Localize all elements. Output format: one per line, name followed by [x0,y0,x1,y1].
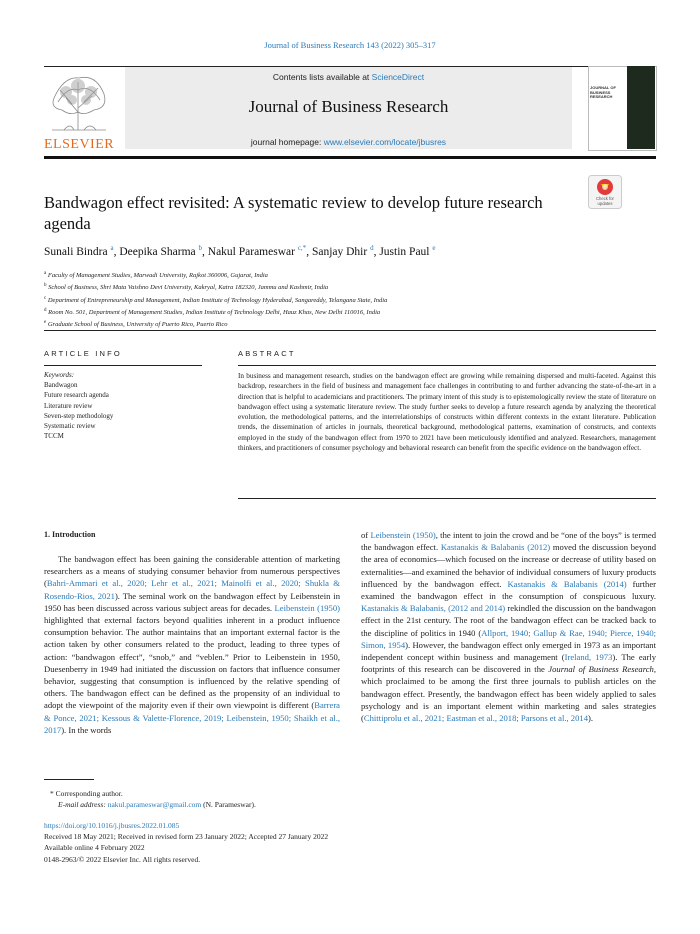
journal-name: Journal of Business Research [248,97,449,116]
section-divider [44,330,656,331]
affiliation-item: $^b$ School of Business, Shri Mata Vaishno Devi University, Kakryal, Katra 182320, Jammu and Kashmir, India [44,283,329,292]
affiliation-marker[interactable]: e [432,244,436,252]
abstract-bottom-rule [238,498,656,499]
citation-link[interactable]: Kastanakis & Balabanis, (2012 and 2014) [361,603,506,614]
affiliation-item: $^d$ Room No. 501, Department of Management Studies, Indian Institute of Technology Delhi, Hauz Khas, New Delhi 110016, India [44,308,381,317]
abstract-heading: ABSTRACT [238,349,296,358]
keyword: Literature review [44,401,93,410]
citation-link[interactable]: Kastanakis & Balabanis (2012) [440,542,551,553]
affiliation-item: $^c$ Department of Entrepreneurship and Management, Indian Institute of Technology Hyderabad, Sangareddy, Telangana State, India [44,295,388,304]
body-paragraph: The bandwagon effect has been gaining the considerable attention of marketing researchers as a means of studying consumer behavior from numerous perspectives (Bahri-Ammari et al., 2020; Lehr et al., 2021; Mainolfi et al., 2020; Shukla & Rosendo-Rios, 2021). The seminal work on the bandwagon effect by Leibenstein in 1950 has been discussed across various subject areas for decades. Leibenstein (1950) highlighted that external factors beyond qualities inherent in a product influence consumption behavior. The author maintains that an important external factor is the action taken by other consumers related to the product, leading to three types of action: “bandwagon effect”, “snob,” and “veblen.” Prior to Leibenstein in 1950, Duesenberry in 1949 had initiated the discussion on factors that influence consumer behavior, suggesting that consumption is influenced by the relative spending of others. The bandwagon effect can be defined as the propensity of an individual to adopt the viewpoint of the majority even if their own viewpoint is different (Barrera & Ponce, 2021; Kessous & Valette-Florence, 2019; Leibenstein, 1950; Shaikh et al., 2017). In the words [44,554,340,735]
keyword: Future research agenda [44,391,109,400]
citation-link[interactable]: Bahri-Ammari et al., 2020; Lehr et al., 2021; Mainolfi et al., 2020; Shukla & Rosendo-Rios, 2021 [44,578,340,601]
abstract-text: In business and management research, studies on the bandwagon effect are growing while remaining dispersed and multi-faceted. Against this backdrop, researchers in the field of business and management face challenges in contributing to and further advancing the state-of-the-art in a direction that is helpful to academicians and practitioners. The primary intent of this study is to epistemologically review the state of literature on bandwagon effect using a systematic literature review. The study further seeks to develop a future research agenda by analyzing the theoretical evolution, the methodological patterns, and the interrelationships of constructs within different contexts in the extant literature. Publication trends, the dissemination of articles in journals, theoretical background, methodological patterns, examination of constructs, and contexts employed in the study of the bandwagon effect from 1970 to 2021 have been meticulously identified and analyzed. Researchers, management thinkers, and practitioners of consumer psychology and behavioral research can benefit from the specific evidence on the bandwagon effect. [238,372,656,452]
citation-link[interactable]: Barrera & Ponce, 2021; Kessous & Valette-Florence, 2019; Leibenstein, 1950; Shaikh et al., 2017 [44,700,340,735]
sciencedirect-link[interactable]: ScienceDirect [371,72,425,82]
keyword: Systematic review [44,422,96,431]
article-title: Bandwagon effect revisited: A systematic review to develop future research agenda [44,193,543,233]
corresponding-author-note: * Corresponding author. [50,789,123,798]
author-name: Deepika Sharma [119,245,196,258]
email-link[interactable]: nakul.parameswar@gmail.com [107,800,202,809]
copyright-line: 0148-2963/© 2022 Elsevier Inc. All rights reserved. [44,854,201,864]
citation-link[interactable]: Leibenstein (1950) [274,602,340,613]
body-column-left [44,553,340,736]
author-name: Nakul Parameswar [207,245,295,258]
online-date: Available online 4 February 2022 [44,843,145,853]
author-name: Justin Paul [379,245,430,258]
homepage-line: journal homepage: www.elsevier.com/locate/jbusres [250,137,447,147]
email-note: E-mail address: nakul.parameswar@gmail.com (N. Parameswar). [58,800,256,809]
author-list: Sunali Bindra $^a$, Deepika Sharma $^b$, Nakul Parameswar $^{c,*}$, Sanjay Dhir $^d$, Justin Paul $^e$ [44,244,436,258]
keyword: Bandwagon [44,381,78,390]
footnotes [50,788,256,810]
keyword: TCCM [44,432,64,441]
affiliation-marker[interactable]: c,* [297,244,307,252]
affiliation-list [44,269,656,331]
affiliation-marker[interactable]: d [370,244,374,252]
affiliation-marker[interactable]: b [198,244,203,252]
affiliation-marker[interactable]: a [110,244,114,252]
journal-homepage-link[interactable]: www.elsevier.com/locate/jbusres [323,137,447,147]
citation-link[interactable]: Leibenstein (1950) [370,530,436,540]
doi-link[interactable]: https://doi.org/10.1016/j.jbusres.2022.01.085 [44,821,180,830]
contents-line: Contents lists available at ScienceDirect [272,72,425,82]
affiliation-item: $^a$ Faculty of Management Studies, Marwadi University, Rajkot 360006, Gujarat, India [44,271,268,280]
keywords-label: Keywords: [44,371,75,379]
svg-text:updates: updates [597,201,613,206]
affiliation-item: $^e$ Graduate School of Business, University of Puerto Rico, Puerto Rico [44,320,228,329]
check-for-updates-icon[interactable] [588,175,622,209]
body-paragraph: of Leibenstein (1950), the intent to join the crowd and be “one of the boys” is termed the bandwagon effect. Kastanakis & Balabanis (2012) moved the discussion beyond the area of economics—which focused on the increase or decrease of utility based on externalities—and examined the behavior of individual consumers of luxury products influenced by the bandwagon effect. Kastanakis & Balabanis (2014) further examined the bandwagon effect in the consumption of conspicuous luxury. Kastanakis & Balabanis, (2012 and 2014) rekindled the discussion on the bandwagon effect in the 21st century. The root of the bandwagon effect can be tracked back to the discipline of politics in 1940 (Allport, 1940; Gallup & Rae, 1940; Pierce, 1940; Simon, 1954). However, the bandwagon effect only emerged in 1973 as an important independent concept within business and management (Ireland, 1973). The early footprints of this research can be discovered in the Journal of Business Research, which proclaimed to be among the first three journals to publish articles on the bandwagon effect. Presently, the bandwagon effect has been widely applied to sales psychology and is an important element within marketing and sales strategies (Chittiprolu et al., 2021; Eastman et al., 2018; Parsons et al., 2014). [361,530,657,724]
body-column-right [361,529,656,724]
keyword: Seven-step methodology [44,411,114,420]
footnote-rule [44,779,94,780]
journal-citation[interactable]: Journal of Business Research 143 (2022) 305–317 [264,40,436,50]
author-name: Sunali Bindra [44,245,108,258]
received-dates: Received 18 May 2021; Received in revised form 23 January 2022; Accepted 27 January 2022 [44,832,329,842]
introduction-heading: 1. Introduction [44,530,96,539]
svg-text:Check for: Check for [596,196,614,201]
citation-link[interactable]: Chittiprolu et al., 2021; Eastman et al., 2018; Parsons et al., 2014 [363,713,588,724]
article-info-heading: ARTICLE INFO [44,349,122,358]
publication-info [44,820,328,865]
author-name: Sanjay Dhir [311,245,368,258]
abstract-rule [238,365,656,366]
journal-cover-title: JOURNAL OF BUSINESS RESEARCH [590,85,616,99]
elsevier-wordmark: ELSEVIER [44,137,115,152]
journal-cover-image-panel [627,66,655,149]
keywords-block [44,370,204,441]
citation-link[interactable]: Allport, 1940; Gallup & Rae, 1940; Pierce, 1940; Simon, 1954 [361,627,656,650]
article-info-rule [44,365,202,366]
citation-link[interactable]: Kastanakis & Balabanis (2014) [507,578,627,589]
header-thick-rule [44,156,656,159]
citation-link[interactable]: Ireland, 1973 [564,652,613,663]
